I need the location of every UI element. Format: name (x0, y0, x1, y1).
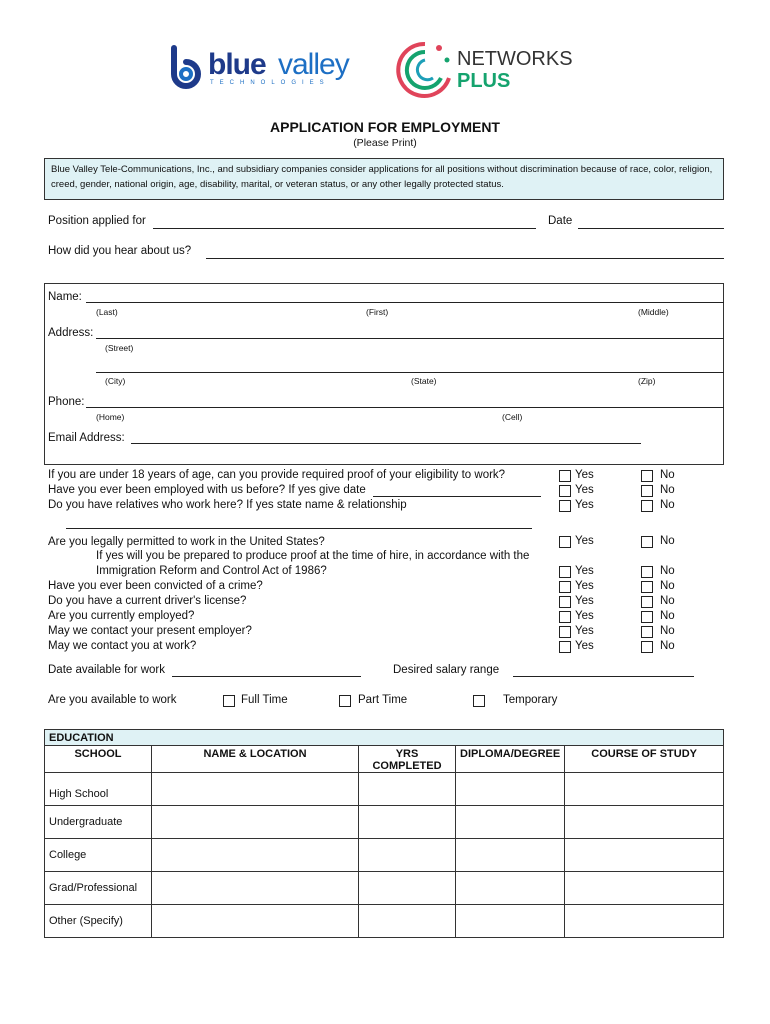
question-contact-employer: May we contact your present employer? (48, 625, 252, 637)
last-name-caption: (Last) (96, 307, 118, 317)
course-cell[interactable] (565, 872, 724, 905)
no-label: No (660, 580, 675, 592)
name-location-cell[interactable] (152, 839, 359, 872)
diploma-cell[interactable] (456, 773, 565, 806)
yes-label: Yes (575, 499, 594, 511)
part-time-checkbox[interactable] (339, 695, 351, 707)
question-permitted: Are you legally permitted to work in the United States? (48, 536, 325, 548)
cell-caption: (Cell) (502, 412, 523, 422)
name-field[interactable] (86, 302, 724, 303)
no-checkbox[interactable] (641, 536, 653, 548)
column-header-school: SCHOOL (45, 746, 152, 773)
logo-networks: NETWORKS (457, 48, 573, 70)
yes-checkbox[interactable] (559, 641, 571, 653)
state-caption: (State) (411, 376, 437, 386)
logo-brand-b: valley (278, 48, 349, 81)
name-location-cell[interactable] (152, 905, 359, 938)
name-location-cell[interactable] (152, 872, 359, 905)
diploma-cell[interactable] (456, 839, 565, 872)
name-label: Name: (48, 291, 82, 303)
column-header-diploma: DIPLOMA/DEGREE (456, 746, 565, 773)
email-label: Email Address: (48, 432, 125, 444)
table-row (45, 806, 724, 839)
date-available-field[interactable] (172, 676, 361, 677)
school-cell: High School (45, 773, 152, 806)
first-name-caption: (First) (366, 307, 389, 317)
question-currently-employed: Are you currently employed? (48, 610, 195, 622)
course-cell[interactable] (565, 905, 724, 938)
email-field[interactable] (131, 443, 641, 444)
middle-name-caption: (Middle) (638, 307, 669, 317)
course-cell[interactable] (565, 839, 724, 872)
no-label: No (660, 484, 675, 496)
hear-label: How did you hear about us? (48, 245, 192, 257)
page-subtitle: (Please Print) (353, 137, 417, 149)
phone-field[interactable] (86, 407, 724, 408)
yrs-completed-cell[interactable] (359, 839, 456, 872)
school-cell: College (45, 839, 152, 872)
column-header-course: COURSE OF STUDY (565, 746, 724, 773)
logo-tagline: TECHNOLOGIES (210, 80, 330, 86)
question-contact-work: May we contact you at work? (48, 640, 197, 652)
no-label: No (660, 499, 675, 511)
yes-label: Yes (575, 484, 594, 496)
no-checkbox[interactable] (641, 626, 653, 638)
date-field[interactable] (578, 228, 724, 229)
column-header-yrs-completed: YRS COMPLETED (359, 746, 456, 773)
no-label: No (660, 535, 675, 547)
yes-label: Yes (575, 625, 594, 637)
city-caption: (City) (105, 376, 126, 386)
question-proof-line1: If yes will you be prepared to produce proof at the time of hire, in accordance with the (96, 550, 530, 562)
yrs-completed-cell[interactable] (359, 806, 456, 839)
question-license: Do you have a current driver's license? (48, 595, 247, 607)
table-row (45, 872, 724, 905)
street-field[interactable] (96, 338, 724, 339)
yes-checkbox[interactable] (559, 485, 571, 497)
no-label: No (660, 625, 675, 637)
table-row (45, 839, 724, 872)
yes-checkbox[interactable] (559, 611, 571, 623)
street-caption: (Street) (105, 343, 134, 353)
no-checkbox[interactable] (641, 581, 653, 593)
diploma-cell[interactable] (456, 872, 565, 905)
yrs-completed-cell[interactable] (359, 773, 456, 806)
no-checkbox[interactable] (641, 641, 653, 653)
table-row (45, 773, 724, 806)
city-state-zip-field[interactable] (96, 372, 724, 373)
date-available-label: Date available for work (48, 664, 165, 676)
course-cell[interactable] (565, 806, 724, 839)
yes-label: Yes (575, 565, 594, 577)
yrs-completed-cell[interactable] (359, 872, 456, 905)
blue-valley-logo (170, 44, 360, 92)
question-relatives: Do you have relatives who work here? If yes state name & relationship (48, 499, 407, 511)
position-field[interactable] (153, 228, 536, 229)
no-label: No (660, 595, 675, 607)
school-cell: Undergraduate (45, 806, 152, 839)
course-cell[interactable] (565, 773, 724, 806)
question-underage: If you are under 18 years of age, can you provide required proof of your eligibility to work? (48, 469, 506, 481)
page-title: APPLICATION FOR EMPLOYMENT (270, 119, 500, 135)
yes-checkbox[interactable] (559, 536, 571, 548)
temporary-checkbox[interactable] (473, 695, 485, 707)
no-label: No (660, 610, 675, 622)
name-location-cell[interactable] (152, 806, 359, 839)
diploma-cell[interactable] (456, 905, 565, 938)
part-time-label: Part Time (358, 694, 408, 706)
no-checkbox[interactable] (641, 566, 653, 578)
address-label: Address: (48, 327, 94, 339)
zip-caption: (Zip) (638, 376, 656, 386)
education-heading: EDUCATION (45, 730, 724, 746)
yes-label: Yes (575, 640, 594, 652)
yes-checkbox[interactable] (559, 500, 571, 512)
column-header-name-location: NAME & LOCATION (152, 746, 359, 773)
yes-label: Yes (575, 580, 594, 592)
yes-checkbox[interactable] (559, 581, 571, 593)
hear-field[interactable] (206, 258, 724, 259)
question-employed-before: Have you ever been employed with us before? If yes give date (48, 484, 366, 496)
no-checkbox[interactable] (641, 611, 653, 623)
yes-checkbox[interactable] (559, 626, 571, 638)
no-label: No (660, 565, 675, 577)
networks-plus-logo (395, 38, 595, 108)
salary-label: Desired salary range (393, 664, 500, 676)
yes-checkbox[interactable] (559, 470, 571, 482)
position-label: Position applied for (48, 215, 146, 227)
education-table (44, 729, 724, 938)
logo-plus: PLUS (457, 70, 511, 92)
yes-label: Yes (575, 595, 594, 607)
temporary-label: Temporary (503, 694, 558, 706)
school-cell: Other (Specify) (45, 905, 152, 938)
full-time-checkbox[interactable] (223, 695, 235, 707)
table-row (45, 905, 724, 938)
networks-plus-swirl-icon (395, 38, 455, 108)
name-location-cell[interactable] (152, 773, 359, 806)
no-checkbox[interactable] (641, 485, 653, 497)
logo-brand-a: blue (208, 48, 266, 81)
yrs-completed-cell[interactable] (359, 905, 456, 938)
full-time-label: Full Time (241, 694, 288, 706)
no-checkbox[interactable] (641, 500, 653, 512)
school-cell: Grad/Professional (45, 872, 152, 905)
date-label: Date (548, 215, 573, 227)
question-convicted: Have you ever been convicted of a crime? (48, 580, 263, 592)
home-caption: (Home) (96, 412, 125, 422)
available-to-work-label: Are you available to work (48, 694, 177, 706)
yes-label: Yes (575, 535, 594, 547)
no-label: No (660, 469, 675, 481)
no-label: No (660, 640, 675, 652)
phone-label: Phone: (48, 396, 85, 408)
salary-field[interactable] (513, 676, 694, 677)
no-checkbox[interactable] (641, 470, 653, 482)
yes-label: Yes (575, 469, 594, 481)
no-checkbox[interactable] (641, 596, 653, 608)
eeo-notice: Blue Valley Tele-Communications, Inc., and subsidiary companies consider applications for all positions without discrimination because of race, color, religion, creed, gender, national origin, age, disability, marital, or veteran status, or any other legally protected status. (44, 158, 724, 200)
relatives-field[interactable] (66, 528, 532, 529)
yes-checkbox[interactable] (559, 566, 571, 578)
yes-label: Yes (575, 610, 594, 622)
yes-checkbox[interactable] (559, 596, 571, 608)
diploma-cell[interactable] (456, 806, 565, 839)
question-proof-line2: Immigration Reform and Control Act of 1986? (96, 565, 327, 577)
employed-before-date-field[interactable] (373, 496, 541, 497)
